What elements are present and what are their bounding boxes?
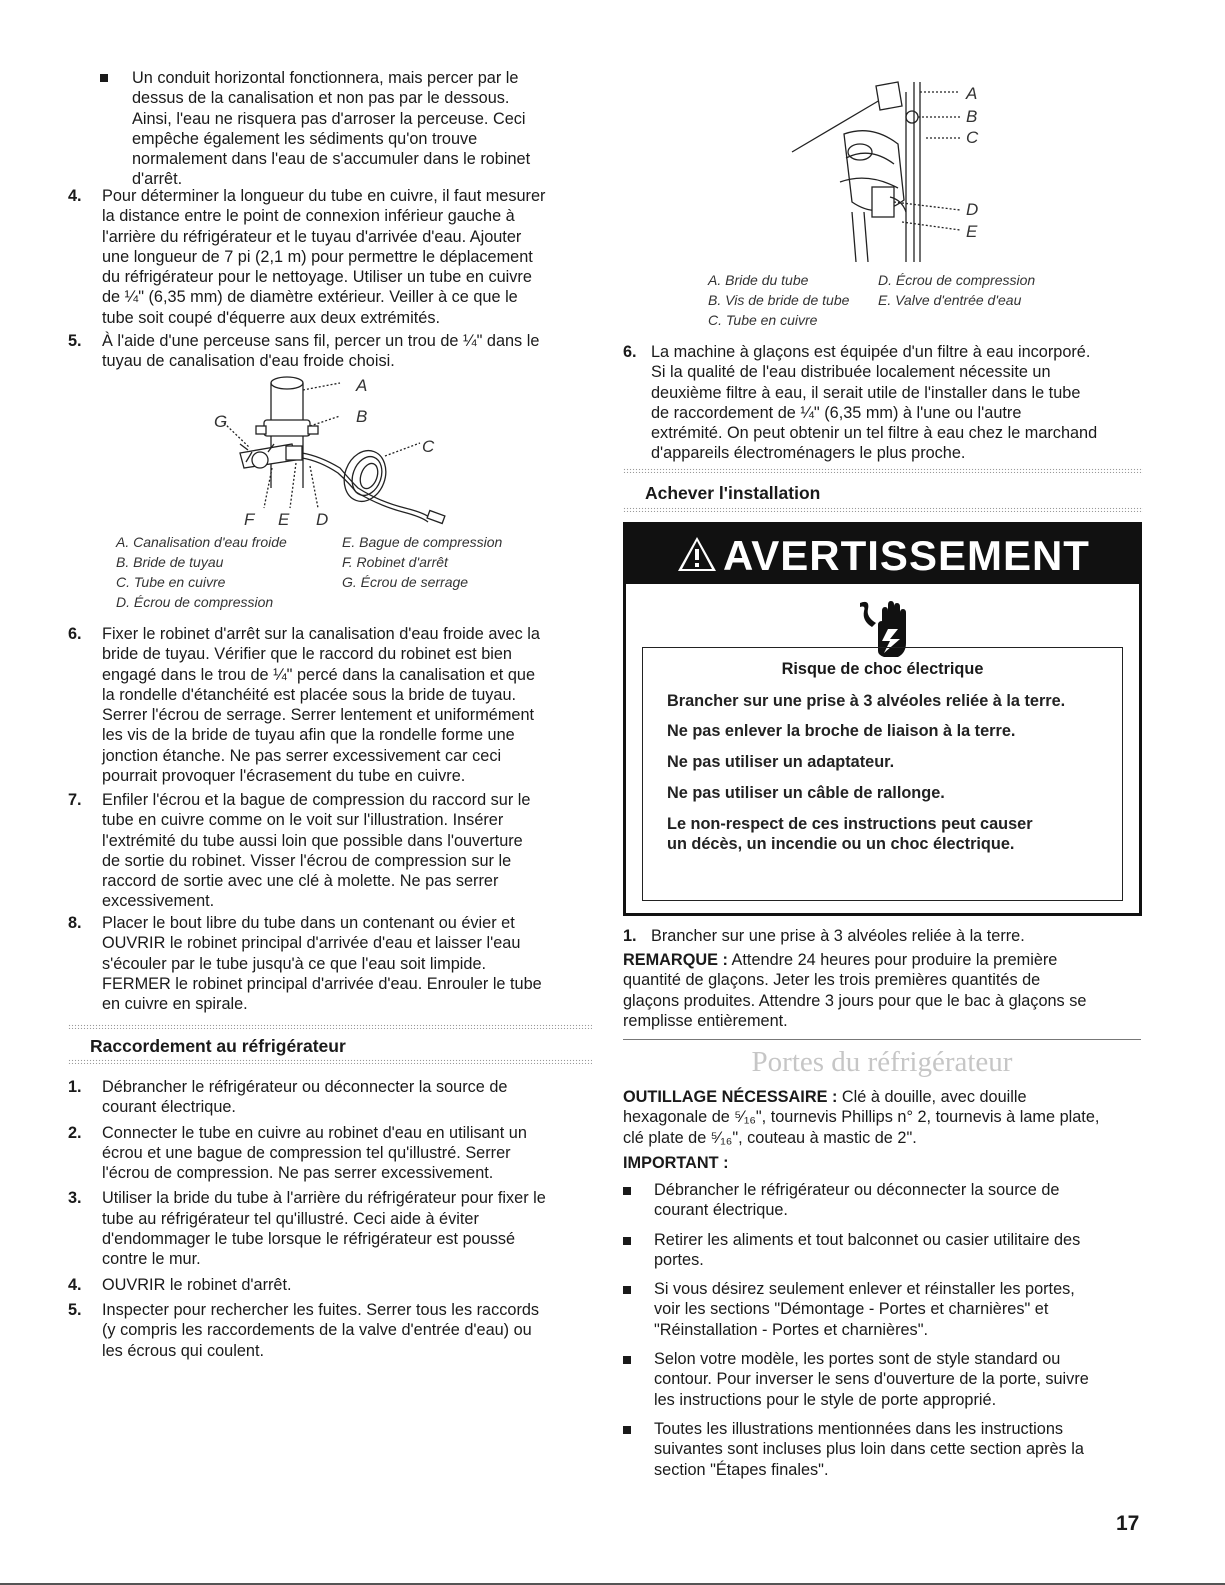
- fig1-label-e: E: [278, 510, 290, 529]
- text-line: quantité de glaçons. Jeter les trois premières quantités de: [623, 971, 1041, 990]
- caption-line: E. Valve d'entrée d'eau: [878, 292, 1022, 308]
- text-line: La machine à glaçons est équipée d'un filtre à eau incorporé.: [651, 343, 1091, 361]
- text-line: Utiliser la bride du tube à l'arrière du réfrigérateur pour fixer le: [102, 1189, 546, 1208]
- text-line: écrou et une bague de compression tel qu'illustré. Serrer: [102, 1143, 511, 1162]
- fig1-captions-col1: [116, 532, 287, 612]
- text-line: courant électrique.: [654, 1201, 788, 1220]
- text-line: deuxième filtre à eau, il serait utile de l'installer dans le tube: [651, 383, 1081, 402]
- step-7-left: [68, 790, 598, 912]
- step-5: [68, 1300, 598, 1361]
- text-line: "Réinstallation - Portes et charnières".: [654, 1320, 928, 1339]
- warning-consequence: un décès, un incendie ou un choc électrique.: [667, 835, 1015, 853]
- caption-line: F. Robinet d'arrêt: [342, 554, 448, 570]
- text-line: clé plate de ⁵⁄₁₆", couteau à mastic de 2".: [623, 1128, 917, 1147]
- bullet-square-icon: [623, 1237, 631, 1245]
- section-title-achever: Achever l'installation: [645, 483, 821, 503]
- text-line: empêche également les sédiments qu'on trouve: [132, 129, 478, 148]
- step-5: [68, 331, 598, 372]
- text-line: Brancher sur une prise à 3 alvéoles reliée à la terre.: [651, 927, 1025, 945]
- warning-title: Risque de choc électrique: [781, 660, 984, 678]
- text-line: Pour déterminer la longueur du tube en cuivre, il faut mesurer: [102, 187, 546, 205]
- section-divider: [68, 1059, 592, 1064]
- bullet-square-icon: [100, 74, 108, 82]
- warning-line: Ne pas utiliser un adaptateur.: [667, 753, 895, 771]
- text-line: raccord de sortie avec une clé à molette. Ne pas serrer: [102, 872, 499, 891]
- text-line: une longueur de 7 pi (2,1 m) pour permettre le déplacement: [102, 247, 533, 266]
- water-valve-illustration: [780, 72, 980, 272]
- step-6-left: [68, 624, 598, 786]
- step-1: [68, 1077, 598, 1118]
- bullet-square-icon: [623, 1286, 631, 1294]
- caption-line: A. Bride du tube: [708, 272, 809, 288]
- text-line: les instructions pour le style de porte approprié.: [654, 1390, 997, 1409]
- important-bullet: [623, 1230, 1153, 1271]
- important-bullet: [623, 1349, 1153, 1410]
- section-divider: [623, 507, 1143, 512]
- text-line: de raccordement de ¼" (6,35 mm) à l'une ou l'autre: [651, 403, 1022, 422]
- text-line: Si vous désirez seulement enlever et réinstaller les portes,: [654, 1280, 1075, 1299]
- warning-triangle-icon: [675, 534, 719, 574]
- tools-label: OUTILLAGE NÉCESSAIRE :: [623, 1088, 838, 1106]
- text-line: s'écouler par le tube jusqu'à ce que l'eau soit limpide.: [102, 954, 487, 973]
- text-line: Attendre 24 heures pour produire la première: [731, 951, 1058, 969]
- text-line: FERMER le robinet principal d'arrivée d'eau. Enrouler le tube: [102, 974, 542, 993]
- text-line: tuyau de canalisation d'eau froide choisi.: [102, 352, 395, 371]
- step-number: 8.: [68, 914, 82, 932]
- text-line: voir les sections "Démontage - Portes et charnières" et: [654, 1300, 1049, 1319]
- caption-line: B. Vis de bride de tube: [708, 292, 850, 308]
- text-line: glaçons produites. Attendre 3 jours pour que le bac à glaçons se: [623, 991, 1087, 1010]
- text-line: Débrancher le réfrigérateur ou déconnecter la source de: [654, 1181, 1060, 1199]
- intro-bullet: [100, 68, 600, 190]
- text-line: normalement dans l'eau de s'accumuler dans le robinet: [132, 150, 531, 169]
- remark-paragraph: [623, 950, 1153, 1031]
- caption-line: C. Tube en cuivre: [116, 574, 226, 590]
- text-line: engagé dans le trou de ¼" percé dans la canalisation et que: [102, 665, 536, 684]
- page-number: 17: [1116, 1512, 1140, 1535]
- fig1-captions-col2: [342, 532, 502, 592]
- text-line: suivantes sont incluses plus loin dans cette section après la: [654, 1440, 1084, 1459]
- fig1-label-f: F: [244, 510, 255, 529]
- step-number: 6.: [623, 343, 637, 361]
- tools-paragraph: [623, 1087, 1153, 1148]
- text-line: d'endommager le tube lorsque le réfrigérateur est poussé: [102, 1230, 516, 1249]
- text-line: jonction étanche. Ne pas serrer excessivement car ceci: [102, 746, 502, 765]
- text-line: pourrait provoquer l'écrasement du tube en cuivre.: [102, 767, 466, 786]
- step-4: [68, 1275, 598, 1295]
- warning-header: [626, 525, 1139, 584]
- text-line: les écrous qui coulent.: [102, 1341, 265, 1360]
- important-bullet: [623, 1180, 1153, 1221]
- caption-line: E. Bague de compression: [342, 534, 503, 550]
- warning-line: Brancher sur une prise à 3 alvéoles reliée à la terre.: [667, 692, 1066, 710]
- fig2-label-e: E: [966, 222, 978, 241]
- bullet-square-icon: [623, 1187, 631, 1195]
- text-line: Serrer l'écrou de serrage. Serrer lentement et uniformément: [102, 706, 535, 725]
- caption-line: D. Écrou de compression: [116, 594, 274, 610]
- caption-line: A. Canalisation d'eau froide: [116, 534, 287, 550]
- text-line: Placer le bout libre du tube dans un contenant ou évier et: [102, 914, 515, 932]
- text-line: Enfiler l'écrou et la bague de compression du raccord sur le: [102, 791, 531, 809]
- text-line: Fixer le robinet d'arrêt sur la canalisation d'eau froide avec la: [102, 625, 540, 643]
- text-line: d'appareils électroménagers le plus proche.: [651, 444, 966, 463]
- text-line: Débrancher le réfrigérateur ou déconnecter la source de: [102, 1078, 508, 1096]
- doors-section-title: Portes du réfrigérateur: [751, 1046, 1013, 1078]
- text-line: À l'aide d'une perceuse sans fil, percer un trou de ¼" dans le: [102, 332, 540, 350]
- caption-line: G. Écrou de serrage: [342, 574, 469, 590]
- text-line: Inspecter pour rechercher les fuites. Serrer tous les raccords: [102, 1300, 540, 1319]
- section-divider: [68, 1024, 592, 1029]
- step-number: 2.: [68, 1123, 82, 1142]
- raccordement-steps: [68, 1077, 598, 1361]
- fig1-label-a: A: [356, 376, 368, 395]
- fig2-captions-col1: [708, 270, 849, 330]
- step-number: 6.: [68, 625, 82, 643]
- fig1-label-c: C: [422, 437, 435, 456]
- important-bullet: [623, 1419, 1153, 1480]
- step-number: 5.: [68, 332, 82, 350]
- text-line: dessus de la canalisation et non pas par le dessous.: [132, 89, 510, 108]
- warning-line: Ne pas enlever la broche de liaison à la terre.: [667, 722, 1016, 740]
- step-8-left: [68, 913, 598, 1014]
- section-divider: [623, 468, 1143, 473]
- step-number: 4.: [68, 1275, 82, 1294]
- fig2-label-c: C: [966, 128, 979, 147]
- text-line: OUVRIR le robinet principal d'arrivée d'eau et laisser l'eau: [102, 934, 521, 953]
- text-line: l'extrémité du tube aussi loin que possible dans l'ouverture: [102, 831, 523, 850]
- section-title-raccordement: Raccordement au réfrigérateur: [90, 1036, 346, 1056]
- text-line: Ainsi, l'eau ne risquera pas d'arroser la perceuse. Ceci: [132, 109, 526, 128]
- step-number: 1.: [623, 927, 637, 945]
- caption-line: D. Écrou de compression: [878, 272, 1036, 288]
- text-line: bride de tuyau. Vérifier que le raccord du robinet est bien: [102, 645, 512, 664]
- text-line: Selon votre modèle, les portes sont de style standard ou: [654, 1350, 1061, 1369]
- text-line: portes.: [654, 1250, 704, 1269]
- text-line: excessivement.: [102, 892, 215, 911]
- step-number: 5.: [68, 1300, 82, 1319]
- text-line: Retirer les aliments et tout balconnet ou casier utilitaire des: [654, 1230, 1081, 1249]
- text-line: la rondelle d'étanchéité est placée sous la bride de tuyau.: [102, 685, 517, 704]
- fig2-label-a: A: [966, 84, 978, 103]
- important-label: IMPORTANT :: [623, 1154, 729, 1172]
- text-line: courant électrique.: [102, 1098, 236, 1117]
- text-line: hexagonale de ⁵⁄₁₆", tournevis Phillips n° 2, tournevis à lame plate,: [623, 1108, 1100, 1127]
- caption-line: B. Bride de tuyau: [116, 554, 224, 570]
- fig1-label-d: D: [316, 510, 329, 529]
- text-line: la distance entre le point de connexion inférieur gauche à: [102, 207, 515, 226]
- fig2-captions-col2: [878, 270, 1035, 310]
- step-number: 3.: [68, 1189, 82, 1208]
- text-line: remplisse entièrement.: [623, 1011, 788, 1030]
- bullet-square-icon: [623, 1426, 631, 1434]
- step-number: 1.: [68, 1078, 82, 1096]
- step-number: 7.: [68, 791, 82, 809]
- warning-message-box: [642, 647, 1123, 901]
- text-line: les vis de la bride de tuyau afin que la rondelle forme une: [102, 726, 515, 745]
- step-4: [68, 186, 598, 328]
- remark-label: REMARQUE :: [623, 951, 728, 969]
- text-line: de sortie du robinet. Visser l'écrou de compression sur le: [102, 851, 512, 870]
- text-line: tube soit coupé d'équerre aux deux extrémités.: [102, 308, 440, 327]
- text-line: Clé à douille, avec douille: [841, 1088, 1027, 1106]
- text-line: OUVRIR le robinet d'arrêt.: [102, 1275, 292, 1294]
- warning-box: [623, 522, 1142, 916]
- step-number: 4.: [68, 187, 82, 205]
- fig2-label-b: B: [966, 107, 978, 126]
- text-line: de ¼" (6,35 mm) de diamètre extérieur. Veiller à ce que le: [102, 288, 518, 307]
- fig2-label-d: D: [966, 200, 979, 219]
- text-line: d'arrêt.: [132, 170, 183, 189]
- text-line: l'arrière du réfrigérateur et le tuyau d'arrivée d'eau. Ajouter: [102, 227, 522, 246]
- step-2: [68, 1123, 598, 1184]
- text-line: tube au réfrigérateur tel qu'illustré. Ceci aide à éviter: [102, 1209, 479, 1228]
- section-rule: [623, 1039, 1141, 1040]
- text-line: section "Étapes finales".: [654, 1460, 829, 1479]
- fig1-label-g: G: [214, 412, 228, 431]
- warning-consequence: Le non-respect de ces instructions peut causer: [667, 815, 1033, 833]
- text-line: contre le mur.: [102, 1250, 201, 1269]
- text-line: Connecter le tube en cuivre au robinet d'eau en utilisant un: [102, 1123, 527, 1142]
- text-line: Si la qualité de l'eau distribuée localement nécessite un: [651, 363, 1051, 382]
- warning-header-text: AVERTISSEMENT: [723, 532, 1090, 579]
- final-step: [623, 926, 1153, 946]
- text-line: tube en cuivre comme on le voit sur l'illustration. Insérer: [102, 811, 504, 830]
- text-line: (y compris les raccordements de la valve d'entrée d'eau) ou: [102, 1321, 532, 1340]
- text-line: Toutes les illustrations mentionnées dans les instructions: [654, 1419, 1064, 1438]
- text-line: Un conduit horizontal fonctionnera, mais percer par le: [132, 69, 519, 87]
- text-line: en cuivre en spirale.: [102, 995, 248, 1014]
- text-line: l'écrou de compression. Ne pas serrer excessivement.: [102, 1164, 494, 1183]
- fig1-label-b: B: [356, 407, 368, 426]
- important-bullet: [623, 1279, 1153, 1340]
- step-3: [68, 1188, 598, 1269]
- bullet-square-icon: [623, 1356, 631, 1364]
- text-line: extrémité. On peut obtenir un tel filtre à eau chez le marchand: [651, 424, 1098, 443]
- important-bullets: [623, 1180, 1153, 1480]
- step-6-right: [623, 342, 1153, 464]
- shutoff-valve-illustration: [200, 368, 460, 533]
- text-line: du réfrigérateur pour le nettoyage. Utiliser un tube en cuivre: [102, 268, 532, 287]
- text-line: contour. Pour inverser le sens d'ouverture de la porte, suivre: [654, 1370, 1089, 1389]
- caption-line: C. Tube en cuivre: [708, 312, 818, 328]
- warning-line: Ne pas utiliser un câble de rallonge.: [667, 784, 945, 802]
